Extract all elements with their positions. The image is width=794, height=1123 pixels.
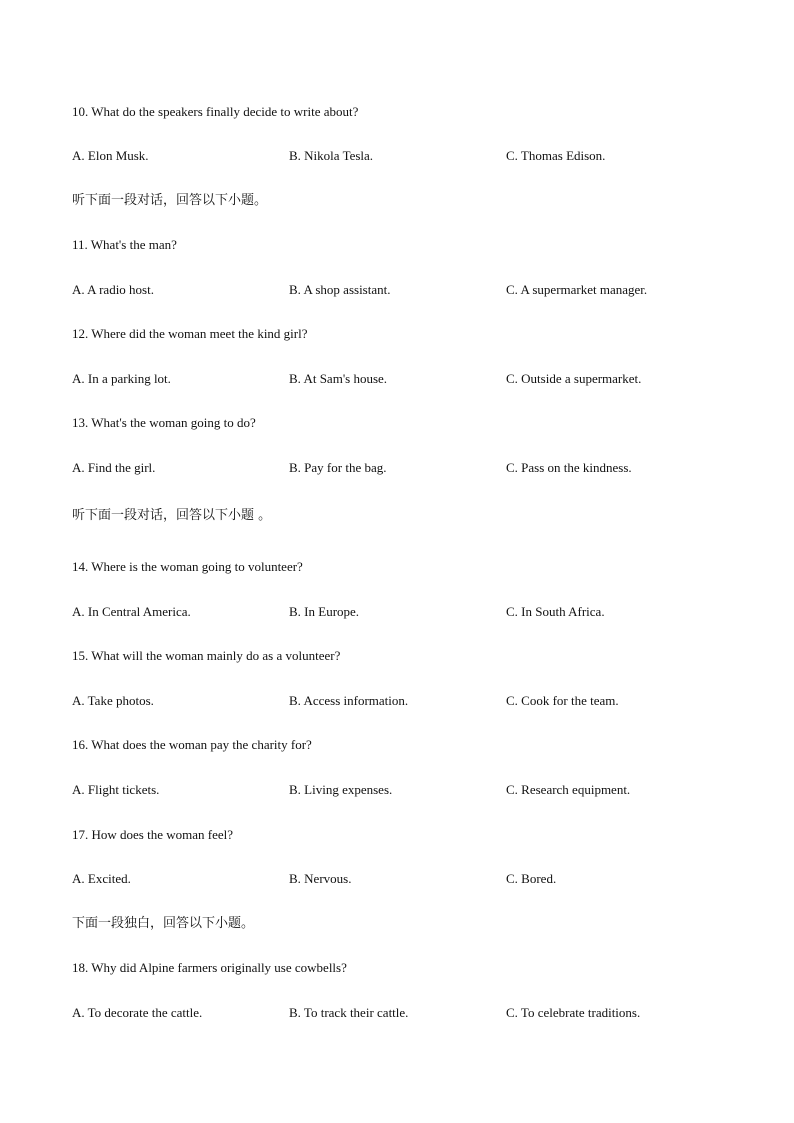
- option-c: C. Bored.: [506, 871, 557, 886]
- question-15: 15. What will the woman mainly do as a volunteer?: [72, 648, 341, 663]
- option-a: A. A radio host.: [72, 282, 154, 297]
- question-10: 10. What do the speakers finally decide to write about?: [72, 104, 359, 119]
- section-instruction: 下面一段独白，回答以下小题。: [72, 916, 255, 931]
- question-17: 17. How does the woman feel?: [72, 827, 234, 842]
- option-b: B. Living expenses.: [289, 782, 393, 797]
- options-row-11: [0, 282, 794, 298]
- section-instruction: 听下面一段对话，回答以下小题。: [72, 193, 268, 208]
- option-c: C. Research equipment.: [506, 782, 631, 797]
- option-b: B. Access information.: [289, 693, 409, 708]
- option-b: B. In Europe.: [289, 604, 360, 619]
- option-b: B. To track their cattle.: [289, 1005, 409, 1020]
- question-13: 13. What's the woman going to do?: [72, 415, 256, 430]
- question-18: 18. Why did Alpine farmers originally use cowbells?: [72, 960, 347, 975]
- option-b: B. Nikola Tesla.: [289, 148, 374, 163]
- options-row-16: [0, 782, 794, 798]
- question-12: 12. Where did the woman meet the kind girl?: [72, 326, 308, 341]
- option-a: A. Excited.: [72, 871, 131, 886]
- options-row-17: [0, 871, 794, 887]
- option-a: A. To decorate the cattle.: [72, 1005, 203, 1020]
- option-b: B. Nervous.: [289, 871, 352, 886]
- option-a: A. In a parking lot.: [72, 371, 171, 386]
- options-row-10: [0, 148, 794, 164]
- option-c: C. Outside a supermarket.: [506, 371, 642, 386]
- section-instruction: 听下面一段对话，回答以下小题 。: [72, 508, 272, 523]
- option-a: A. Take photos.: [72, 693, 154, 708]
- option-c: C. To celebrate traditions.: [506, 1005, 641, 1020]
- option-c: C. Cook for the team.: [506, 693, 619, 708]
- options-row-12: [0, 371, 794, 387]
- question-16: 16. What does the woman pay the charity for?: [72, 737, 312, 752]
- option-a: A. Flight tickets.: [72, 782, 160, 797]
- option-c: C. A supermarket manager.: [506, 282, 648, 297]
- option-c: C. Thomas Edison.: [506, 148, 606, 163]
- option-a: A. Elon Musk.: [72, 148, 149, 163]
- options-row-18: [0, 1005, 794, 1021]
- question-11: 11. What's the man?: [72, 237, 177, 252]
- option-b: B. At Sam's house.: [289, 371, 388, 386]
- option-a: A. Find the girl.: [72, 460, 156, 475]
- option-c: C. In South Africa.: [506, 604, 605, 619]
- options-row-13: [0, 460, 794, 476]
- option-a: A. In Central America.: [72, 604, 191, 619]
- option-b: B. Pay for the bag.: [289, 460, 387, 475]
- options-row-14: [0, 604, 794, 620]
- question-14: 14. Where is the woman going to volunteer?: [72, 559, 303, 574]
- option-c: C. Pass on the kindness.: [506, 460, 632, 475]
- option-b: B. A shop assistant.: [289, 282, 391, 297]
- options-row-15: [0, 693, 794, 709]
